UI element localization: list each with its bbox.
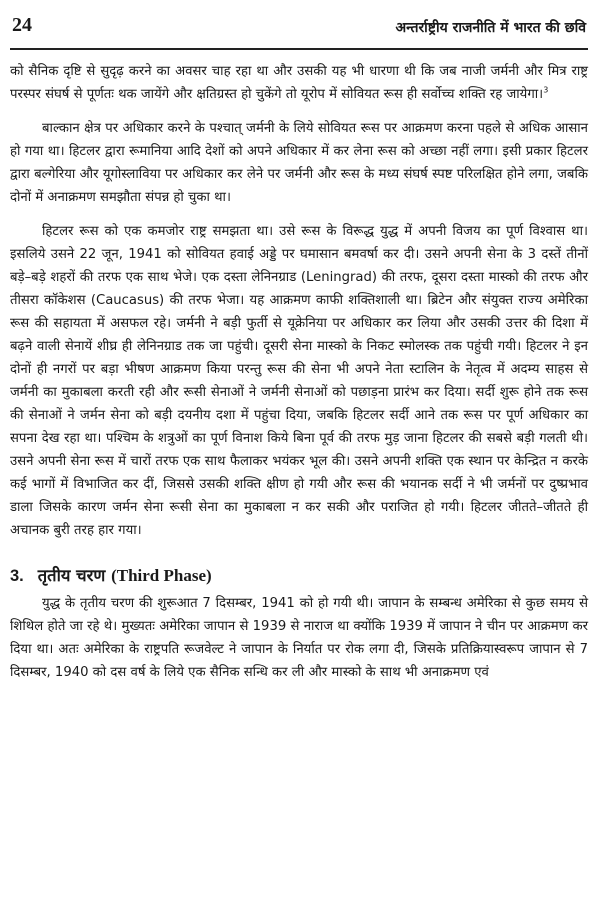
paragraph-3: हिटलर रूस को एक कमजोर राष्ट्र समझता था। उसे रूस के विरूद्ध युद्ध में अपनी विजय का पूर्ण विश्वास था। इसलिये उसने 22 जून, 1941 को सोवियत हवाई अड्डे पर घमासान बमवर्षा कर दी। उसने अपनी सेना के 3 दस्तें तीनों बड़े–बड़े शहरों की तरफ एक साथ भेजे। एक दस्ता लेनिनग्राड (Leningrad) की तरफ, दूसरा दस्ता मास्को की तरफ और तीसरा कॉकेशस (Caucasus) की तरफ भेजा। यह आक्रमण काफी शक्तिशाली था। ब्रिटेन और संयुक्त राज्य अमेरिका रूस की सहायता में असफल रहे। जर्मनी ने बड़ी फुर्ती से यूक्रेनिया पर अधिकार कर लिया और उसकी उत्तर की दिशा में बढ़ने वाली सेनायें शीघ्र ही लेनिनग्राड तक जा पहुंची। दूसरी सेना मास्को के निकट स्मोलस्क तक पहुंची गयी। हिटलर ने इन दोनों ही नगरों पर बड़ा भीषण आक्रमण किया परन्तु रूस की सेना भी अपने नेता स्टालिन के नेतृत्व में अदम्य साहस से जर्मनी का मुकाबला करती रही और रूसी सेनाओं ने जर्मनी सेनाओं को पछाड़ना प्रारंभ कर दिया। सर्दी शुरू होने तक रूस की सेनाओं ने जर्मन सेना को बड़ी दयनीय दशा में पहुंचा दिया, जबकि हिटलर सर्दी आने तक रूस पर पूर्ण अधिकार का सपना देख रहा था। पश्चिम के शत्रुओं का पूर्ण विनाश किये बिना पूर्व की तरफ मुड़ जाना हिटलर की सबसे बड़ी गलती थी। उसने अपनी सेना रूस में चारों तरफ एक साथ फैलाकर भयंकर भूल की। उसने अपनी शक्ति एक स्थान पर केन्द्रित न करके कई भागों में विभाजित कर दीं, जिससे उसकी शक्ति क्षीण हो गयी और रूस की भयानक सर्दी ने भी जर्मनों पर दुष्प्रभाव डाला जिसके कारण जर्मन सेना रूसी सेना का मुकाबला न कर सकी और पराजित हो गयी। हिटलर जीतते–जीतते ही अचानक बुरी तरह हार गया।: [10, 224, 588, 538]
page-header: [10, 8, 588, 50]
paragraph-1-text: को सैनिक दृष्टि से सुदृढ़ करने का अवसर चाह रहा था और उसकी यह भी धारणा थी कि जब नाजी जर्मनी और मित्र राष्ट्र परस्पर संघर्ष से पूर्णतः थक जायेंगे और क्षतिग्रस्त हो चुकेंगे तो यूरोप में सोवियत रूस ही सर्वोच्च शक्ति रह जायेगा।: [10, 64, 588, 102]
page-number: 24: [12, 14, 32, 36]
paragraph-4: युद्ध के तृतीय चरण की शुरूआत 7 दिसम्बर, 1941 को हो गयी थी। जापान के सम्बन्ध अमेरिका से कुछ समय से शिथिल होते जा रहे थे। मुख्यतः अमेरिका जापान से 1939 से नाराज था क्योंकि 1939 में जापान ने चीन पर आक्रमण कर दिया था। अतः अमेरिका के राष्ट्रपति रूजवेल्ट ने जापान के निर्यात पर रोक लगा दी, जिसके प्रतिक्रियास्वरूप जापान से 7 दिसम्बर, 1940 को दस वर्ष के लिये एक सैनिक सन्धि कर ली और मास्को के साथ भी अनाक्रमण एवं: [10, 596, 588, 680]
section-title-hindi: तृतीय चरण: [37, 566, 106, 585]
paragraph-1: [10, 60, 588, 106]
running-title: अन्तर्राष्ट्रीय राजनीति में भारत की छवि: [395, 20, 586, 36]
footnote-marker: 3: [543, 85, 549, 95]
paragraph-2: बाल्कान क्षेत्र पर अधिकार करने के पश्चात् जर्मनी के लिये सोवियत रूस पर आक्रमण करना पहले से अधिक आसान हो गया था। हिटलर द्वारा रूमानिया आदि देशों को अपने अधिकार में कर लेना रूस को अच्छा नहीं लगा। इसी प्रकार हिटलर द्वारा बल्गेरिया और यूगोस्लाविया पर अधिकार कर लेने पर जर्मनी और रूस के मध्य संघर्ष स्पष्ट परिलक्षित होने लगा, जबकि दोनों में अनाक्रमण समझौता संपन्न हो चुका था।: [10, 121, 588, 205]
section-title-english: (Third Phase): [111, 566, 212, 585]
page-body: [10, 60, 588, 695]
section-number: 3.: [10, 567, 24, 585]
section-heading-third-phase: [10, 564, 588, 588]
